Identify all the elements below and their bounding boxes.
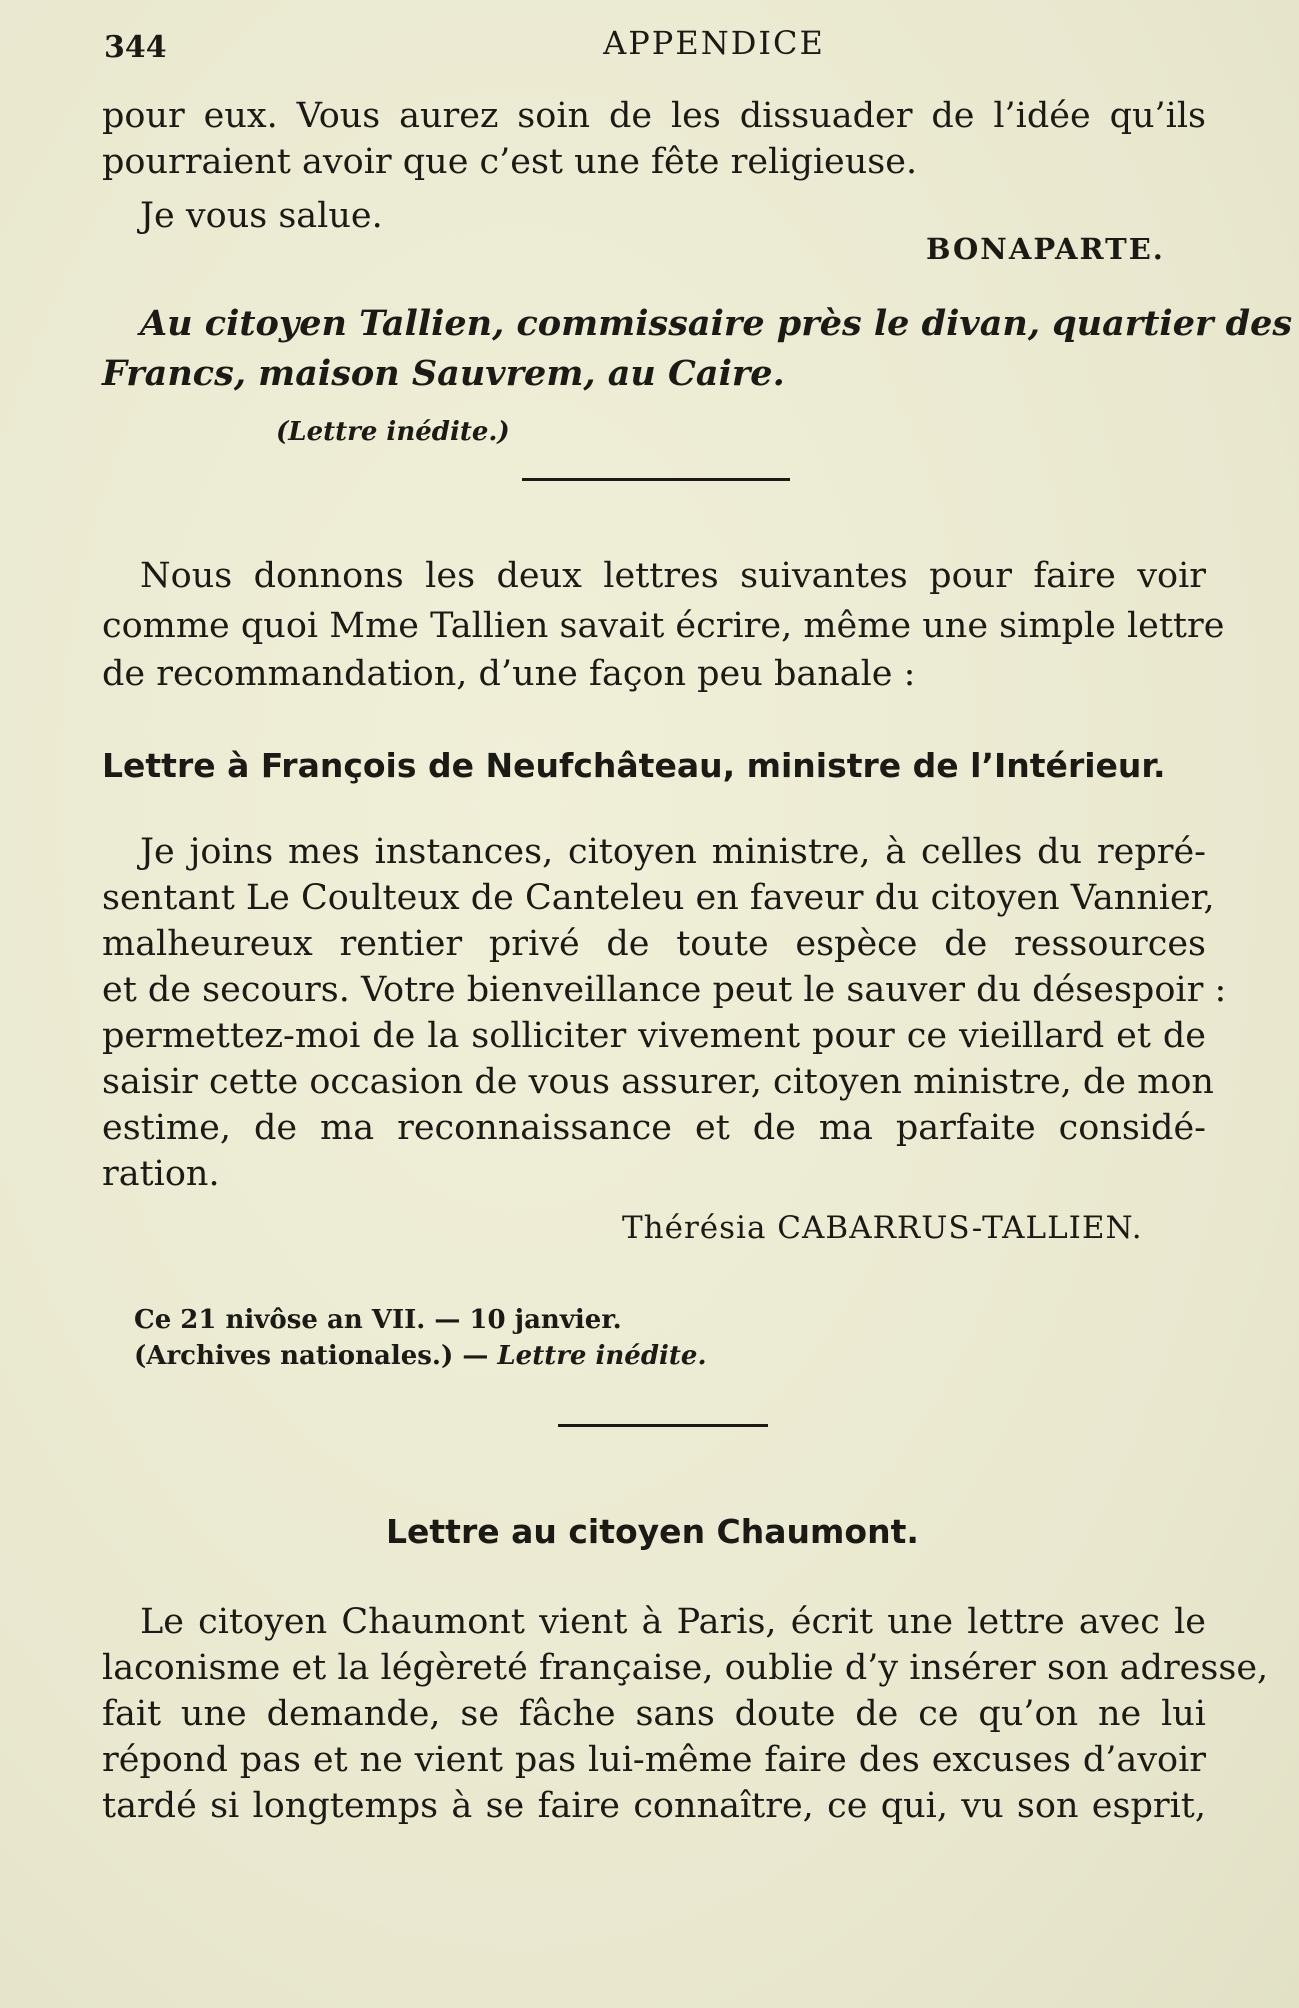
text-line: estime, de ma reconnaissance et de ma parfaite considé- <box>102 1108 1206 1148</box>
signature-tallien: Thérésia CABARRUS-TALLIEN. <box>622 1210 1143 1246</box>
text-line: permettez-moi de la solliciter vivement pour ce vieillard et de <box>102 1016 1206 1056</box>
note-inedite: (Lettre inédite.) <box>276 417 510 447</box>
page-header <box>104 22 1204 70</box>
source-inedite: Lettre inédite. <box>497 1341 707 1371</box>
text-line: de recommandation, d’une façon peu banale : <box>102 654 916 694</box>
address-line: Au citoyen Tallien, commissaire près le divan, quartier des <box>140 303 1293 344</box>
text-line: Nous donnons les deux lettres suivantes pour faire voir <box>140 556 1206 596</box>
letter-heading: Lettre au citoyen Chaumont. <box>386 1512 919 1551</box>
text-line: Je joins mes instances, citoyen ministre, à celles du repré- <box>140 832 1206 872</box>
text-line: fait une demande, se fâche sans doute de ce qu’on ne lui <box>102 1694 1206 1734</box>
letter-heading: Lettre à François de Neufchâteau, ministre de l’Intérieur. <box>102 746 1166 785</box>
date-line: Ce 21 nivôse an VII. — 10 janvier. <box>134 1305 622 1335</box>
running-head: APPENDICE <box>603 24 825 62</box>
text-line: sentant Le Coulteux de Canteleu en faveur du citoyen Vannier, <box>102 878 1215 918</box>
section-divider <box>522 478 790 481</box>
text-line: comme quoi Mme Tallien savait écrire, même une simple lettre <box>102 606 1225 646</box>
text-line: laconisme et la légèreté française, oublie d’y insérer son adresse, <box>102 1648 1269 1688</box>
text-line: et de secours. Votre bienveillance peut le sauver du désespoir : <box>102 970 1227 1010</box>
text-line: répond pas et ne vient pas lui-même faire des excuses d’avoir <box>102 1740 1206 1780</box>
text-line: saisir cette occasion de vous assurer, citoyen ministre, de mon <box>102 1062 1214 1102</box>
text-line: ration. <box>102 1154 220 1194</box>
closing-line: Je vous salue. <box>140 196 383 236</box>
text-line: pourraient avoir que c’est une fête religieuse. <box>102 142 918 182</box>
source-prefix: (Archives nationales.) — <box>134 1341 498 1371</box>
page-number: 344 <box>104 30 167 65</box>
text-line: pour eux. Vous aurez soin de les dissuader de l’idée qu’ils <box>102 96 1206 136</box>
text-line: tardé si longtemps à se faire connaître, ce qui, vu son esprit, <box>102 1786 1206 1826</box>
text-line: Le citoyen Chaumont vient à Paris, écrit une lettre avec le <box>140 1602 1206 1642</box>
address-line: Francs, maison Sauvrem, au Caire. <box>102 353 785 394</box>
text-line: malheureux rentier privé de toute espèce de ressources <box>102 924 1206 964</box>
section-divider <box>558 1424 768 1427</box>
signature-bonaparte: BONAPARTE. <box>926 232 1165 266</box>
source-line <box>134 1338 1034 1374</box>
